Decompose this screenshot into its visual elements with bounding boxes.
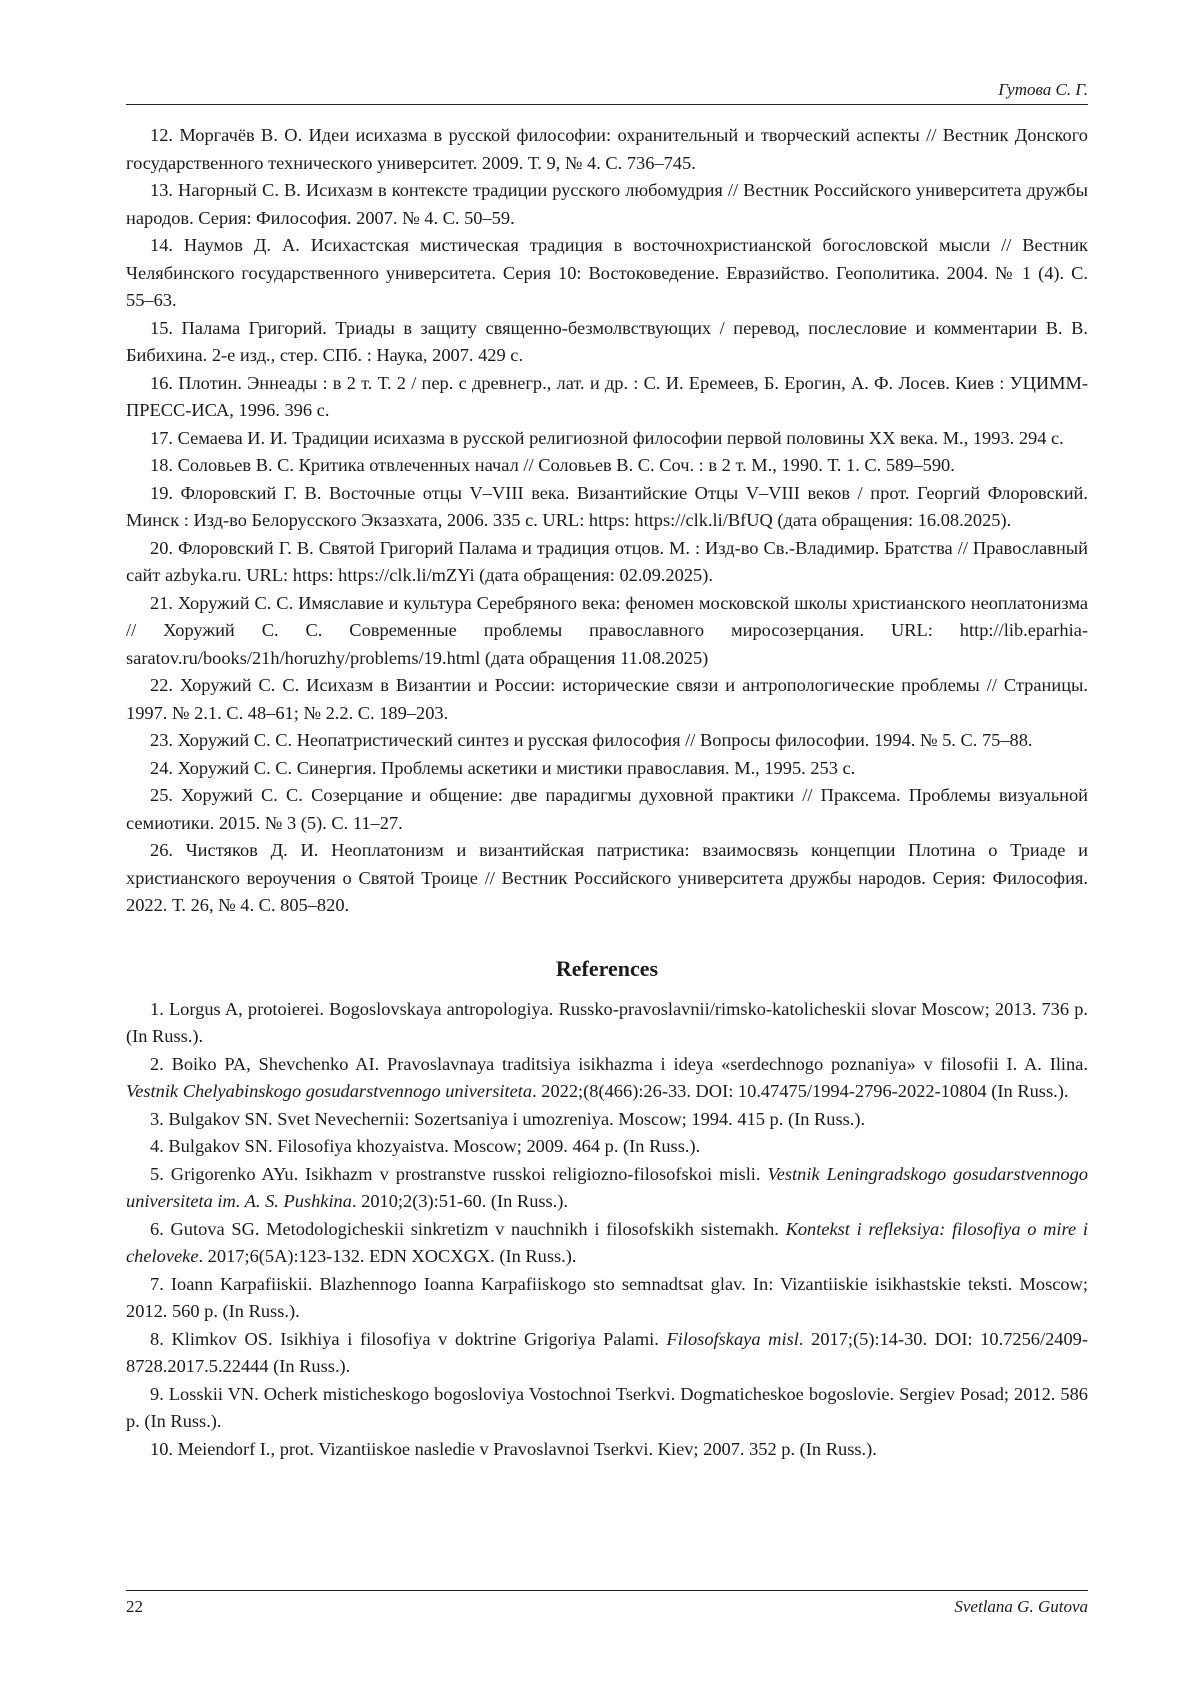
reference-entry: 13. Нагорный С. В. Исихазм в контексте традиции русского любомудрия // Вестник Российского университета дружбы народов. Серия: Философия. 2007. № 4. С. 50–59. — [126, 180, 1088, 228]
reference-text: . 2010;2(3):51-60. (In Russ.). — [351, 1191, 569, 1211]
reference-text: 5. Grigorenko AYu. Isikhazm v prostranstve russkoi religiozno-filosofskoi misli. — [150, 1163, 768, 1184]
reference-entry — [126, 1161, 1088, 1216]
reference-text: . 2017;(5):14-30. DOI: 10.7256/2409-8728.2017.5.22444 (In Russ.). — [126, 1328, 1089, 1376]
russian-reference-list — [126, 122, 1088, 920]
reference-entry: 14. Наумов Д. А. Исихастская мистическая традиция в восточнохристианской богословской мысли // Вестник Челябинского государственного университета. Серия 10: Востоковедение. Евразийство. Геополитика. 2004. № 1 (4). С. 55–63. — [126, 235, 1088, 310]
footer-rule — [126, 1590, 1088, 1591]
reference-text: 2. Boiko PA, Shevchenko AI. Pravoslavnaya traditsiya isikhazma i ideya «serdechnogo poznaniya» v filosofii I. A. Ilina. — [150, 1053, 1088, 1074]
reference-entry — [126, 1436, 1088, 1464]
reference-text: 10. Meiendorf I., prot. Vizantiiskoe nasledie v Pravoslavnoi Tserkvi. Kiev; 2007. 352 p. (In Russ.). — [150, 1438, 877, 1459]
reference-text: 7. Ioann Karpafiiskii. Blazhennogo Ioanna Karpafiiskogo sto semnadtsat glav. In: Vizantiiskie isikhastskie teksti. Moscow; 2012. 560 p. (In Russ.). — [126, 1273, 1088, 1321]
running-header: Гутова С. Г. — [998, 80, 1088, 99]
reference-text: . 2017;6(5A):123-132. EDN XOCXGX. (In Russ.). — [198, 1246, 577, 1266]
english-reference-list — [126, 996, 1088, 1464]
references-heading: References — [555, 955, 659, 981]
page-body — [126, 122, 1088, 1463]
page-footer — [126, 1597, 1088, 1621]
footer-author: Svetlana G. Gutova — [954, 1597, 1088, 1616]
reference-text: 8. Klimkov OS. Isikhiya i filosofiya v doktrine Grigoriya Palami. — [150, 1328, 667, 1349]
reference-entry: 21. Хоружий С. С. Имяславие и культура Серебряного века: феномен московской школы христианского неоплатонизма // Хоружий С. С. Современные проблемы православного миросозерцания. URL: http://lib.eparhia-saratov.ru/books/21h/horuzhy/problems/19.html (дата обращения 11.08.2025) — [126, 592, 1088, 668]
reference-entry: 15. Палама Григорий. Триады в защиту священно-безмолвствующих / перевод, послесловие и комментарии В. В. Бибихина. 2-е изд., стер. СПб. : Наука, 2007. 429 с. — [126, 317, 1088, 365]
reference-text: 1. Lorgus A, protoierei. Bogoslovskaya antropologiya. Russko-pravoslavnii/rimsko-katolicheskii slovar Moscow; 2013. 736 p. (In Russ.). — [126, 998, 1088, 1046]
reference-entry: 22. Хоружий С. С. Исихазм в Византии и России: исторические связи и антропологические проблемы // Страницы. 1997. № 2.1. С. 48–61; № 2.2. С. 189–203. — [126, 675, 1088, 723]
reference-entry: 16. Плотин. Эннеады : в 2 т. Т. 2 / пер. с древнегр., лат. и др. : С. И. Еремеев, Б. Ерогин, А. Ф. Лосев. Киев : УЦИММ-ПРЕСС-ИСА, 1996. 396 с. — [126, 372, 1088, 420]
reference-text: 4. Bulgakov SN. Filosofiya khozyaistva. Moscow; 2009. 464 p. (In Russ.). — [150, 1136, 701, 1156]
reference-text: 9. Losskii VN. Ocherk misticheskogo bogosloviya Vostochnoi Tserkvi. Dogmaticheskoe bogoslovie. Sergiev Posad; 2012. 586 p. (In Russ.). — [126, 1383, 1088, 1431]
reference-entry — [126, 1051, 1088, 1106]
reference-entry: 26. Чистяков Д. И. Неоплатонизм и византийская патристика: взаимосвязь концепции Плотина о Триаде и христианского вероучения о Святой Троице // Вестник Российского университета дружбы народов. Серия: Философия. 2022. Т. 26, № 4. С. 805–820. — [126, 840, 1088, 915]
reference-entry: 18. Соловьев В. С. Критика отвлеченных начал // Соловьев В. С. Соч. : в 2 т. М., 1990. Т. 1. С. 589–590. — [150, 455, 955, 475]
reference-entry: 25. Хоружий С. С. Созерцание и общение: две парадигмы духовной практики // Праксема. Проблемы визуальной семиотики. 2015. № 3 (5). С. 11–27. — [126, 785, 1088, 833]
header-rule — [126, 104, 1088, 105]
reference-entry — [126, 1106, 1088, 1134]
reference-entry: 23. Хоружий С. С. Неопатристический синтез и русская философия // Вопросы философии. 1994. № 5. С. 75–88. — [150, 730, 1033, 750]
reference-entry — [126, 1216, 1088, 1271]
reference-entry — [126, 996, 1088, 1051]
page-number: 22 — [126, 1597, 143, 1616]
journal-title: Vestnik Chelyabinskogo gosudarstvennogo universiteta — [126, 1081, 533, 1101]
reference-entry: 12. Моргачёв В. О. Идеи исихазма в русской философии: охранительный и творческий аспекты // Вестник Донского государственного технического университет. 2009. Т. 9, № 4. С. 736–745. — [126, 125, 1088, 173]
reference-entry — [126, 1271, 1088, 1326]
reference-entry: 20. Флоровский Г. В. Святой Григорий Палама и традиция отцов. М. : Изд-во Св.-Владимир. Братства // Православный сайт azbyka.ru. URL: https: https://clk.li/mZYi (дата обращения: 02.09.2025). — [126, 537, 1088, 585]
reference-entry: 17. Семаева И. И. Традиции исихазма в русской религиозной философии первой половины XX века. М., 1993. 294 с. — [150, 427, 1064, 448]
reference-text: 3. Bulgakov SN. Svet Nevechernii: Sozertsaniya i umozreniya. Moscow; 1994. 415 p. (In Russ.). — [150, 1108, 866, 1129]
reference-entry — [126, 1381, 1088, 1436]
journal-title: Vestnik Leningradskogo gosudarstvennogo universiteta im. A. S. Pushkina — [126, 1163, 1088, 1211]
reference-entry — [126, 1326, 1088, 1381]
reference-text: . 2022;(8(466):26-33. DOI: 10.47475/1994-2796-2022-10804 (In Russ.). — [532, 1081, 1069, 1101]
reference-entry — [126, 1133, 1088, 1161]
journal-title: Filosofskaya misl — [666, 1328, 799, 1349]
reference-entry: 19. Флоровский Г. В. Восточные отцы V–VIII века. Византийские Отцы V–VIII веков / прот. Георгий Флоровский. Минск : Изд-во Белорусского Экзазхата, 2006. 335 с. URL: https: https://clk.li/BfUQ (дата обращения: 16.08.2025). — [126, 482, 1088, 530]
journal-title: Kontekst i refleksiya: filosofiya o mire i cheloveke — [126, 1218, 1088, 1266]
reference-text: 6. Gutova SG. Metodologicheskii sinkretizm v nauchnikh i filosofskikh sistemakh. — [150, 1218, 786, 1239]
reference-entry: 24. Хоружий С. С. Синергия. Проблемы аскетики и мистики православия. М., 1995. 253 с. — [150, 757, 856, 778]
